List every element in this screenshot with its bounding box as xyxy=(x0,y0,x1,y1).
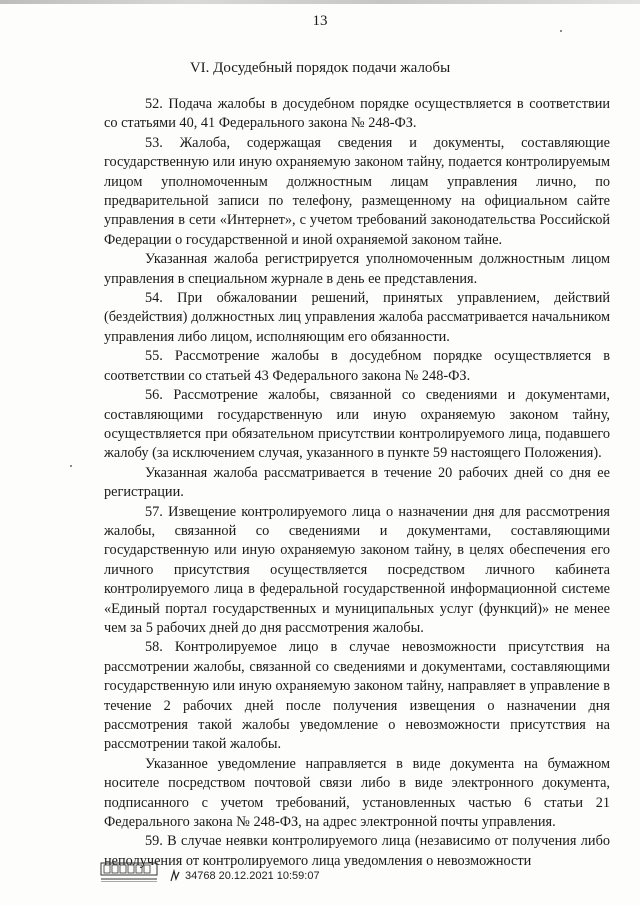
scan-speck xyxy=(70,465,72,467)
paragraph-52: 52. Подача жалобы в досудебном порядке осуществляется в соответствии со статьями 40, 41 Федерального закона № 248-ФЗ. xyxy=(104,96,610,132)
paragraph-56: 56. Рассмотрение жалобы, связанной со сведениями и документами, составляющими государственную или иную охраняемую законом тайну, осуществляется при обязательном присутствии контролируемого лица, подавшего жалобу (за исключением случая, указанного в пункте 59 настоящего Положения). xyxy=(104,387,610,462)
paragraph-54: 54. При обжаловании решений, принятых управлением, действий (бездействия) должностных лиц управления жалоба рассматривается начальником управления либо лицом, исполняющим его обязанности. xyxy=(104,290,610,345)
paragraph-53: 53. Жалоба, содержащая сведения и документы, составляющие государственную или иную охраняемую законом тайну, подается контролируемым лицом уполномоченным должностным лицам управления лично, по предварительной записи по телефону, размещенному на официальном сайте управления в сети «Интернет», с учетом требований законодательства Российской Федерации о государственной и иной охраняемой законом тайне. xyxy=(104,134,610,248)
paragraph-53-note: Указанная жалоба регистрируется уполномоченным должностным лицом управления в специальном журнале в день ее представления. xyxy=(104,251,610,287)
document-stamp-icon xyxy=(100,860,158,884)
document-body xyxy=(104,95,610,871)
document-reference xyxy=(169,869,320,883)
scan-edge xyxy=(0,0,640,4)
paragraph-58: 58. Контролируемое лицо в случае невозможности присутствия на рассмотрении жалобы, связанной со сведениями и документами, составляющими государственную или иную охраняемую законом тайну, направляет в управление в течение 2 рабочих дней после получения извещения о назначении дня рассмотрения такой жалобы уведомление о невозможности присутствия на рассмотрении такой жалобы. xyxy=(104,639,610,753)
paragraph-58-note: Указанное уведомление направляется в виде документа на бумажном носителе посредством почтовой связи либо в виде электронного документа, подписанного с учетом требований, установленных частью 6 статьи 21 Федерального закона № 248-ФЗ, на адрес электронной почты управления. xyxy=(104,755,610,831)
handwritten-mark-icon xyxy=(169,869,181,883)
paragraph-55: 55. Рассмотрение жалобы в досудебном порядке осуществляется в соответствии со статьей 43 Федерального закона № 248-ФЗ. xyxy=(104,348,610,384)
scan-speck xyxy=(560,30,562,32)
page-number: 13 xyxy=(312,13,328,29)
paragraph-56-note: Указанная жалоба рассматривается в течение 20 рабочих дней со дня ее регистрации. xyxy=(104,464,610,501)
document-reference-text: 34768 20.12.2021 10:59:07 xyxy=(185,870,320,882)
paragraph-59: 59. В случае неявки контролируемого лица (независимо от получения либо неполучения от контролируемого лица уведомления о невозможности xyxy=(104,833,610,869)
section-title: VI. Досудебный порядок подачи жалобы xyxy=(189,60,451,76)
paragraph-57: 57. Извещение контролируемого лица о назначении дня для рассмотрения жалобы, связанной со сведениями и документами, составляющими государственную или иную охраняемую законом тайну, в целях обеспечения его личного присутствия осуществляется посредством личного кабинета контролируемого лица в федеральной государственной информационной системе «Единый портал государственных и муниципальных услуг (функций)» не менее чем за 5 рабочих дней до дня рассмотрения жалобы. xyxy=(104,503,610,636)
